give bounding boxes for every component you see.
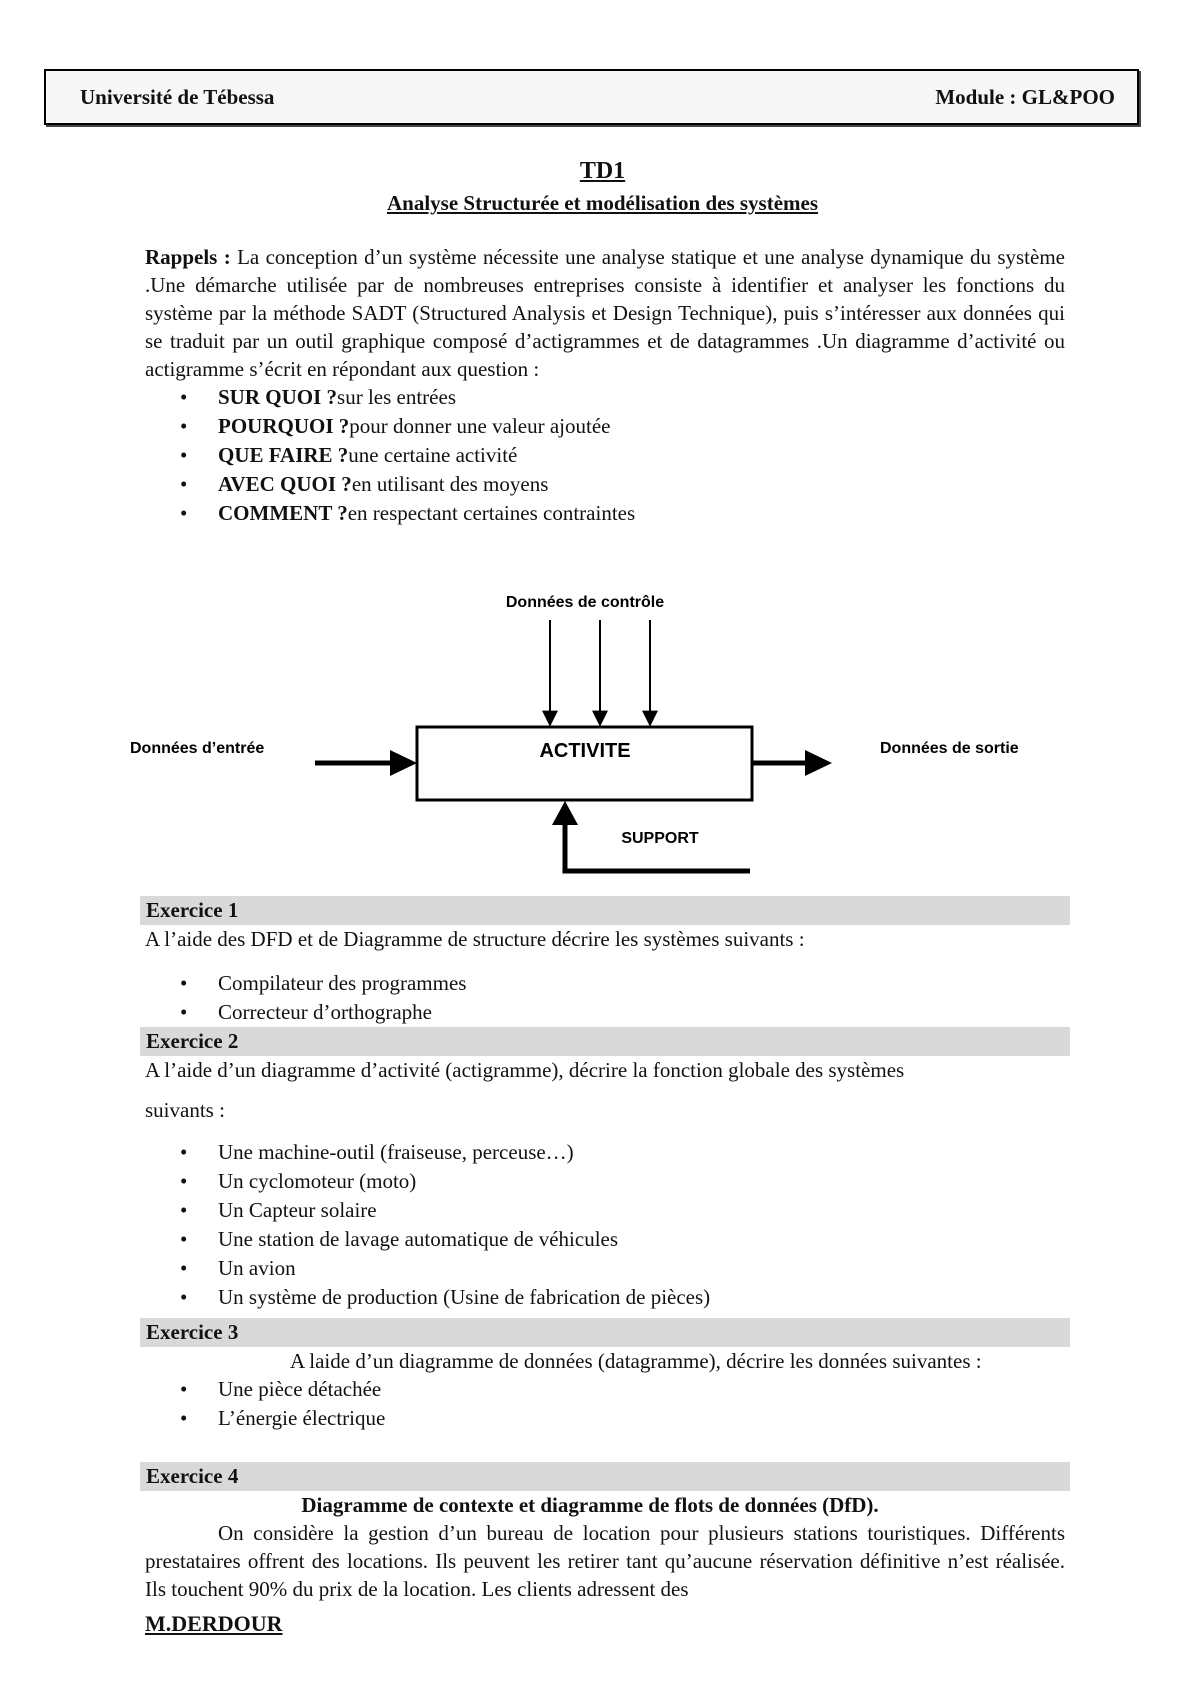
exercise-3-text: A laide d’un diagramme de données (datagramme), décrire les données suivantes :	[290, 1349, 982, 1373]
bullet-icon: •	[180, 414, 188, 438]
list-item-text: Un cyclomoteur (moto)	[218, 1169, 417, 1193]
list-item	[145, 1404, 1065, 1433]
question-keyword: QUE FAIRE ?	[218, 443, 349, 467]
support-label: SUPPORT	[621, 830, 699, 847]
bullet-icon: •	[180, 443, 188, 467]
exercise-2-list	[145, 1138, 1065, 1312]
exercise-3-list	[145, 1375, 1065, 1433]
intro-text: La conception d’un système nécessite une analyse statique et une analyse dynamique du système .Une démarche utilisée par de nombreuses entreprises consiste à identifier et analyser les fonctions du système par la méthode SADT (Structured Analysis et Design Technique), puis s’intéresser aux données qui se traduit par un outil graphique composé d’actigrammes et de datagrammes .Un diagramme d’activité ou actigramme s’écrit en répondant aux question :	[145, 245, 1065, 381]
intro-label: Rappels :	[145, 245, 231, 269]
list-item	[145, 969, 1065, 998]
list-item	[145, 1375, 1065, 1404]
questions-list	[145, 383, 1065, 528]
input-arrowhead	[390, 750, 417, 776]
list-item	[145, 1196, 1065, 1225]
question-text: une certaine activité	[348, 443, 518, 467]
list-item	[145, 383, 1065, 412]
question-text: sur les entrées	[337, 385, 456, 409]
control-label: Données de contrôle	[505, 594, 665, 611]
exercise-4-text: On considère la gestion d’un bureau de location pour plusieurs stations touristiques. Différents prestataires offrent des locations. Ils peuvent les retirer tant qu’aucune réservation définitive n’est réalisée. Ils touchent 90% du prix de la location. Les clients adressent des	[145, 1521, 1065, 1601]
question-keyword: COMMENT ?	[218, 501, 348, 525]
question-text: en respectant certaines contraintes	[347, 501, 636, 525]
list-item-text: Un système de production (Usine de fabrication de pièces)	[218, 1285, 711, 1309]
exercise-3-section	[145, 1347, 1065, 1433]
module-name: Module : GL&POO	[935, 85, 1115, 109]
bullet-icon: •	[180, 385, 188, 409]
input-label: Données d’entrée	[130, 740, 265, 757]
list-item-text: L’énergie électrique	[218, 1406, 386, 1430]
list-item-text: Un Capteur solaire	[218, 1198, 377, 1222]
list-item	[145, 1225, 1065, 1254]
exercise-2-section	[145, 1056, 1065, 1312]
question-text: pour donner une valeur ajoutée	[349, 414, 611, 438]
list-item-text: Une station de lavage automatique de véhicules	[218, 1227, 619, 1251]
exercise-1-list	[145, 969, 1065, 1027]
question-keyword: SUR QUOI ?	[218, 385, 338, 409]
list-item-text: Correcteur d’orthographe	[218, 1000, 432, 1024]
bullet-icon: •	[180, 501, 188, 525]
list-item	[145, 998, 1065, 1027]
bullet-icon: •	[180, 1169, 188, 1193]
exercise-4-title: Exercice 4	[140, 1462, 1070, 1491]
list-item	[145, 1283, 1065, 1312]
university-name: Université de Tébessa	[80, 85, 275, 109]
bullet-icon: •	[180, 1140, 188, 1164]
exercise-2-title: Exercice 2	[140, 1027, 1070, 1056]
list-item	[145, 1254, 1065, 1283]
bullet-icon: •	[180, 472, 188, 496]
list-item	[145, 1138, 1065, 1167]
question-text: en utilisant des moyens	[351, 472, 549, 496]
list-item-text: Un avion	[218, 1256, 296, 1280]
exercise-1-text: A l’aide des DFD et de Diagramme de structure décrire les systèmes suivants :	[145, 927, 805, 951]
output-arrowhead	[805, 750, 832, 776]
output-label: Données de sortie	[880, 740, 1019, 757]
intro-section	[145, 243, 1065, 528]
author-signature: M.DERDOUR	[145, 1611, 283, 1636]
bullet-icon: •	[180, 971, 188, 995]
list-item	[145, 499, 1065, 528]
exercise-4-section	[145, 1491, 1065, 1603]
activity-box	[417, 727, 752, 800]
list-item-text: Une pièce détachée	[218, 1377, 382, 1401]
list-item-text: Compilateur des programmes	[218, 971, 467, 995]
intro-paragraph	[145, 243, 1065, 383]
bullet-icon: •	[180, 1406, 188, 1430]
exercise-4-heading: Diagramme de contexte et diagramme de flots de données (DfD).	[301, 1493, 879, 1517]
page-title: TD1	[579, 158, 626, 184]
exercise-2-text: A l’aide d’un diagramme d’activité (actigramme), décrire la fonction globale des systèmes	[145, 1058, 905, 1082]
bullet-icon: •	[180, 1377, 188, 1401]
bullet-icon: •	[180, 1000, 188, 1024]
list-item	[145, 1167, 1065, 1196]
bullet-icon: •	[180, 1227, 188, 1251]
bullet-icon: •	[180, 1285, 188, 1309]
page-subtitle: Analyse Structurée et modélisation des systèmes	[386, 191, 819, 215]
list-item-text: Une machine-outil (fraiseuse, perceuse…)	[218, 1140, 574, 1164]
header-box	[44, 69, 1139, 125]
exercise-3-title: Exercice 3	[140, 1318, 1070, 1347]
question-keyword: AVEC QUOI ?	[218, 472, 352, 496]
sadt-diagram	[120, 585, 1060, 885]
exercise-1-title: Exercice 1	[140, 896, 1070, 925]
question-keyword: POURQUOI ?	[218, 414, 350, 438]
exercise-2-text-cont: suivants :	[145, 1098, 225, 1122]
list-item	[145, 470, 1065, 499]
support-arrowhead	[552, 801, 578, 825]
bullet-icon: •	[180, 1198, 188, 1222]
bullet-icon: •	[180, 1256, 188, 1280]
list-item	[145, 412, 1065, 441]
list-item	[145, 441, 1065, 470]
activity-label: ACTIVITE	[539, 740, 631, 762]
exercise-1-section	[145, 925, 1065, 1027]
